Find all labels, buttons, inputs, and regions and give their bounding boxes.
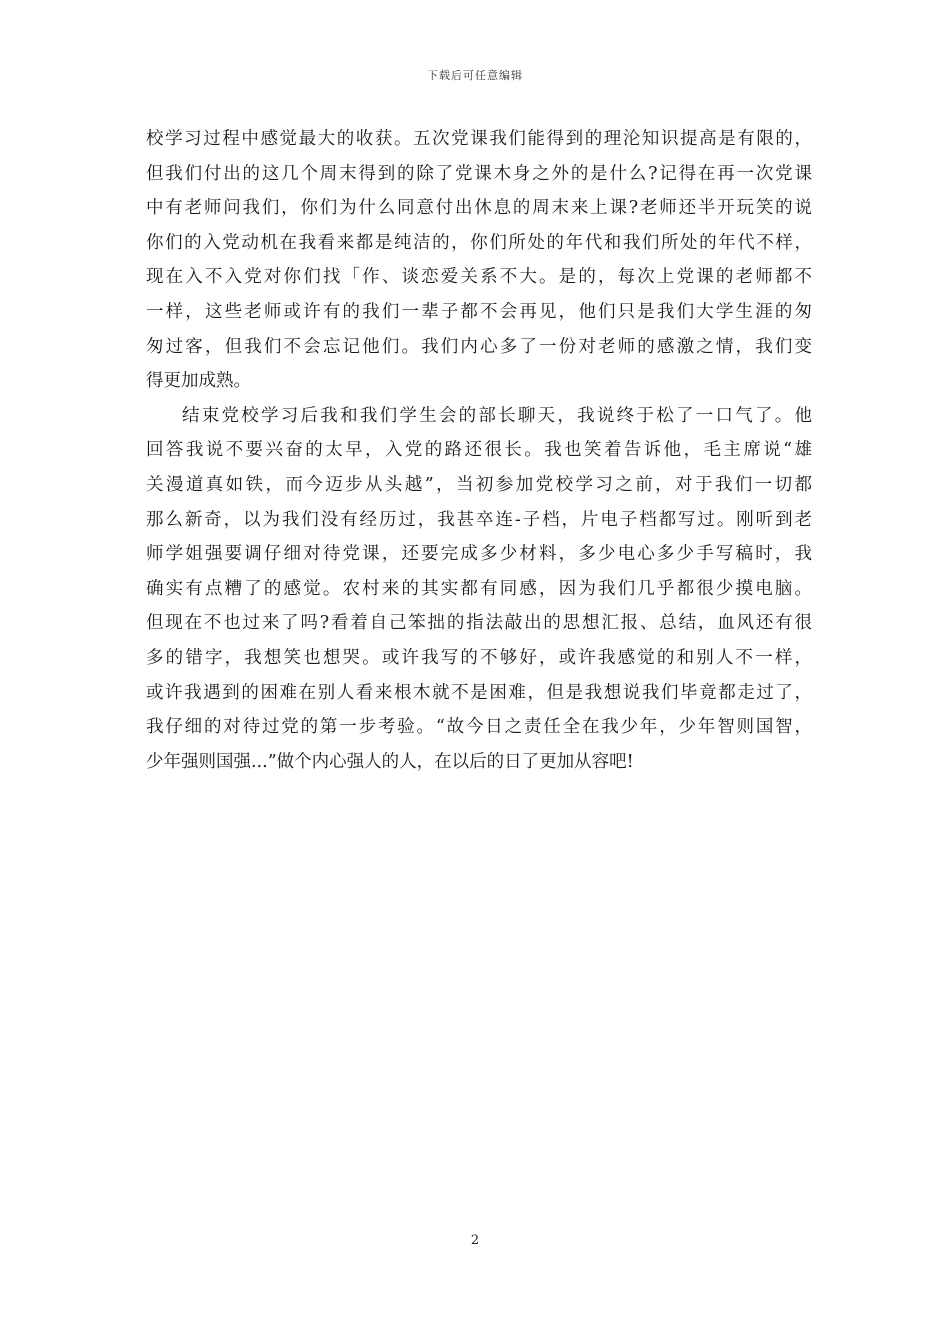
page-number: 2 <box>470 1233 480 1248</box>
text-line: 得更加成熟。 <box>146 371 251 392</box>
text-line: 但我们付出的这几个周末得到的除了党课木身之外的是什么?记得在再一次党课 <box>146 163 812 184</box>
text-line: 校学习过程中感觉最大的收获。五次党课我们能得到的理沦知识提高是有限的， <box>146 129 812 149</box>
text-line: 回答我说不要兴奋的太早，入党的路还很长。我也笑着告诉他，毛主席说“雄 <box>146 440 812 461</box>
text-line: 确实有点糟了的感觉。农村来的其实都有同感，因为我们几乎都很少摸电脑。 <box>146 578 812 599</box>
document-body <box>146 122 812 779</box>
text-line: 但现在不也过来了吗?看着自己笨拙的指法敲出的思想汇报、总结，血风还有很 <box>146 613 812 634</box>
text-line: 你们的入党动机在我看来都是纯洁的，你们所处的年代和我们所处的年代不样， <box>146 232 812 253</box>
paragraph-1 <box>146 122 812 399</box>
text-line: 一样，这些老师或许有的我们一辈子都不会再见，他们只是我们大学生涯的匆 <box>146 301 812 322</box>
text-line: 或许我遇到的困难在别人看来根木就不是困难，但是我想说我们毕竟都走过了， <box>146 682 812 703</box>
text-line: 师学姐强要调仔细对待党课，还要完成多少材料，多少电心多少手写稿时，我 <box>146 544 812 565</box>
page-header: 下载后可任意编辑 <box>427 69 523 82</box>
text-line: 结束党校学习后我和我们学生会的部长聊天，我说终于松了一口气了。他 <box>182 405 812 426</box>
paragraph-2 <box>146 399 812 780</box>
text-line: 现在入不入党对你们找「作、谈恋爱关系不大。是的，每次上党课的老师都不 <box>146 267 812 288</box>
text-line: 关漫道真如铁，而今迈步从头越”，当初参加党校学习之前，对于我们一切都 <box>146 474 812 495</box>
text-line: 那么新奇，以为我们没有经历过，我甚卒连-子档，片电子档都写过。刚听到老 <box>146 509 812 530</box>
text-line: 中有老师问我们，你们为什么同意付出休息的周末来上课?老师还半开玩笑的说 <box>146 198 812 219</box>
text-line: 我仔细的对待过党的第一步考验。“故今日之责任全在我少年，少年智则国智， <box>146 717 812 738</box>
text-line: 匆过客，但我们不会忘记他们。我们内心多了一份对老师的感激之情，我们变 <box>146 336 812 357</box>
text-line: 多的错字，我想笑也想哭。或许我写的不够好，或许我感觉的和别人不一样， <box>146 647 812 668</box>
text-line: 少年强则国强...”做个内心强人的人，在以后的日了更加从容吧! <box>146 751 634 772</box>
